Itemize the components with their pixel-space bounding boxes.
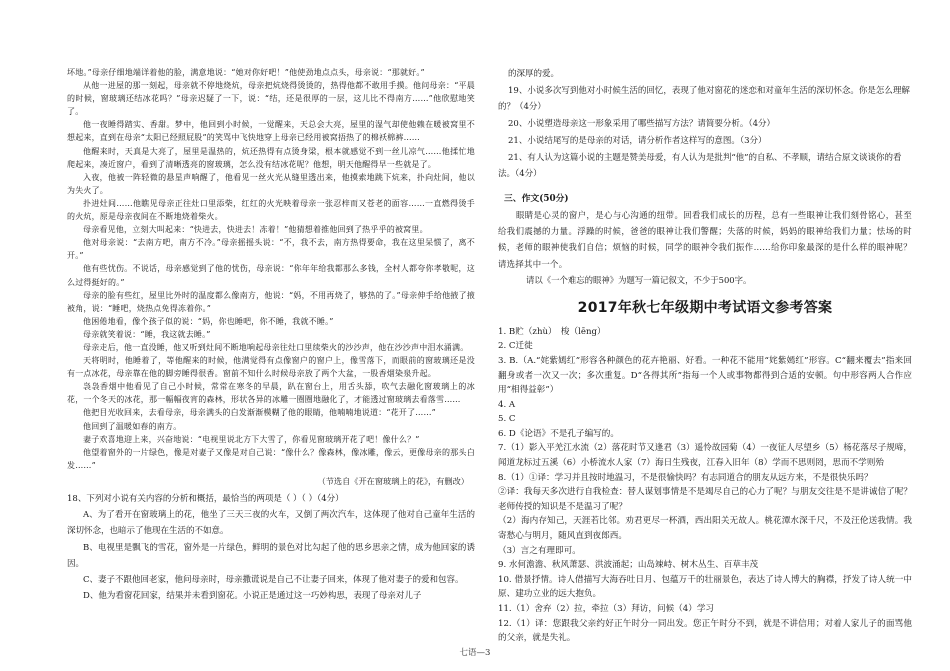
story-paragraph: 入夜，他被一阵轻微的悬星声响醒了，他看见一丝火光从缝里透出来，他摸索地跳下炕来，扑向灶间，他以为失火了。: [67, 172, 475, 195]
essay-section-title: 三、作文(50分): [504, 193, 569, 204]
answer-option: A、为了看开在窗玻璃上的花，他坐了三天三夜的火车，又倒了两次汽车，这体现了他对自己童年生活的深切怀念，也暗示了他现在生活的不如意。: [67, 509, 475, 537]
answer-key-title: 2017年秋七年级期中考试语文参考答案: [577, 299, 833, 316]
reading-questions: [498, 66, 912, 183]
story-paragraph: 他把目光收回来，去看母亲，母亲满头的白发渐渐模糊了他的眼睛，他喃喃地说道：“花开了……”: [83, 408, 436, 418]
answer-option: C、妻子不跟他回老家，他问母亲时，母亲撒谎说是自己不让妻子回来，体现了他对妻子的爱和包容。: [83, 575, 464, 586]
answer-item: 4. A: [498, 399, 516, 410]
page-footer: 七语—3: [459, 648, 491, 658]
answer-item: 1. B贮（zhù） 梭（lēng）: [498, 326, 606, 337]
question-18-options: [67, 507, 475, 605]
story-paragraph: 他困倦地看，像个孩子似的说：“妈，你也睡吧，你不睡，我就不睡。”: [83, 316, 334, 326]
story-paragraph: 母亲走后，他一直没睡，他又听到灶间不断地响起母亲往灶口里续柴火的沙沙声，他在沙沙声中泪水涌满。: [83, 342, 469, 352]
answer-item: （2）海内存知己，天涯若比邻。劝君更尽一杯酒，西出阳关无故人。桃花潭水深千尺，不及汪伦送我情。我寄愁心与明月，随风直到夜郎西。: [498, 516, 912, 542]
left-column: [67, 66, 475, 605]
answer-item: 8.（1）①译：学习并且按时地温习，不是很愉快吗？有志同道合的朋友从远方来，不是很快乐吗？: [498, 472, 873, 483]
answer-option: B、电视里是飘飞的雪花，窗外是一片绿色，鲜明的景色对比勾起了他的思乡思亲之情，成为他回家的诱因。: [67, 542, 475, 569]
essay-prompt: 请以《一个难忘的眼神》为题写一篇记叙文，不少于500字。: [526, 274, 752, 285]
story-paragraph: 他望着窗外的一片绿色，像是对妻子又像是对自己说：“像什么？像森林，像冰雕，像云，更像母亲的那头白发……”: [67, 447, 475, 470]
story-paragraph: 他有些忧伤。不说话，母亲感觉到了他的忧伤，母亲说：“你年年给我都那么多钱，全村人都夸你孝敬呢，这么过得挺好的。”: [67, 264, 475, 287]
story-paragraph: 母亲就笑着说：“睡，我这就去睡。”: [83, 329, 211, 339]
answer-item: 5. C: [498, 414, 516, 425]
answer-item: 2. C迁徙: [498, 341, 533, 352]
reading-question: 20、小说塑造母亲这一形象采用了哪些描写方法？请简要分析。（4分）: [508, 119, 775, 130]
answer-item: 6. D《论语》不是孔子编写的。: [498, 428, 619, 439]
answer-option: D、他为看窗花回家，结果并未看到窗花。小说正是通过这一巧妙构思，表现了母亲对儿子: [83, 591, 422, 602]
story-paragraph: 袅袅香烟中他看见了自己小时候，常常在寒冬的早晨，趴在窗台上，用舌头舔，吹气去融化窗玻璃上的冰花，一个冬天的冰花，那一幅幅夜宵的森林，形状各异的冰雕一圈圈地融化了，才能透过窗玻璃去看落雪……: [67, 382, 475, 405]
story-paragraph: 妻子欢喜地迎上来，兴奋地说：“电视里说北方下大雪了，你看见窗玻璃开花了吧！像什么？”: [83, 434, 420, 444]
answer-item: 10. 借景抒情。诗人借描写大海吞吐日月、包蕴万千的壮丽景色，表达了诗人博大的胸襟，抒发了诗人统一中原、建功立业的远大抱负。: [498, 574, 912, 600]
story-text: [67, 66, 475, 472]
essay-text: 眼睛是心灵的窗户，是心与心沟通的纽带。回看我们成长的历程，总有一些眼神让我们刻骨铭心，甚至给我们震撼的力量。浮躁的时候，爸爸的眼神让我们警醒；失落的时候，妈妈的眼神给我们力量；怯场的时候，老师的眼神使我们自信；烦恼的时候，同学的眼神令我们振作……给你印象最深的是什么样的眼神呢？请选择其中一个。: [498, 209, 912, 269]
answer-item: 3. B.（A.“姹紫嫣红”形容各种颜色的花卉艳丽、好看。一种花不能用“姹紫嫣红”形容。C“翻来覆去”指来回翻身或者一次又一次；多次重复。D“各得其所”指每一个人或事物都得到合适的安顿。句中形容两人合作应用“相得益彰”）: [498, 355, 912, 396]
story-paragraph: 从他一进屋的那一刻起，母亲就不停地烧炕，母亲把炕烧得烫烫的，热得他都不敢用手摸。他问母亲：“平晨的时候，窗玻璃还结冰花吗？”母亲迟疑了一下，说：“结，还是很厚的一层，这儿比不得南方……”他欣慰地笑了。: [67, 81, 475, 117]
story-paragraph: 天将明时，他睡着了，等他醒来的时候，他满觉得有点像窗户的窗户上，像雪落下，而眼前的窗玻璃还是没有一点冰花，母亲靠在他的脚旁睡得很香。窗前不知什么时候母亲放了两个大盆，一股香烟染泉升起。: [67, 356, 475, 379]
story-paragraph: 扑进灶间……他瞧见母亲正往灶口里添柴，红红的火光映着母亲一张忍梓而又苍老的面容……一直燃得烫手的火炕，原是母亲夜间在不断地烧着柴火。: [67, 198, 475, 222]
question-18: 18、下列对小说有关内容的分析和概括，最恰当的两项是（ ）（ ）（4分）: [67, 493, 344, 504]
story-source: （节选自《开在窗玻璃上的花》，有删改）: [317, 475, 469, 486]
reading-question: 的深厚的爱。: [508, 69, 560, 79]
story-paragraph: 母亲看见他，立刻大叫起来：“快进去，快进去！冻着！”他猜想着推他回到了热乎乎的被窝里。: [83, 225, 428, 235]
answer-item: ②译：我每天多次进行自我检查：替人谋划事情是不是竭尽自己的心力了呢？与朋友交往是不是讲诚信了呢？老师传授的知识是不是温习了呢？: [498, 487, 912, 512]
answer-key: [498, 325, 912, 646]
answer-item: 12.（1）译：您跟我父亲约好正午时分一同出发。您正午时分不到，就是不讲信用；对着人家儿子的面骂他的父亲，就是失礼。: [498, 618, 912, 644]
answer-item: （3）言之有理即可。: [498, 545, 581, 556]
story-paragraph: 他对母亲说：“去南方吧，南方不冷。”母亲摇摇头说：“不，我不去，南方热得要命，我在这里呆惯了，离不开。”: [67, 238, 475, 261]
reading-question: 21、小说结尾写的是母亲的对话，请分析作者这样写的意图。（3分）: [508, 135, 767, 146]
story-paragraph: 他一夜睡得踏实、香甜。梦中，他回到小时候，一觉醒来，天总会大亮，屋里的湿气却使他赖在暖被窝里不想起来，直到在母亲“太阳已经照屁股”的笑骂中飞快地穿上母亲已经用被窝捂热了的棉袄棉裤……: [67, 120, 475, 143]
story-paragraph: 他回到了温暖如春的南方。: [83, 421, 182, 431]
answer-item: 7.（1）影入平羌江水流（2）落花时节又逢君（3）遥怜故园菊（4）一夜征人尽望乡（5）杨花落尽子规啼，闻道龙标过五溪（6）小桥流水人家（7）海日生残夜，江春入旧年（8）学而不思则罔，思而不学则殆: [498, 443, 912, 469]
answer-item: 9. 水何澹澹、秋风萧瑟、洪波涌起；山岛竦峙、树木丛生、百草丰茂: [498, 560, 759, 571]
essay-instructions: [498, 207, 912, 272]
right-column: [498, 66, 912, 646]
answer-item: 11.（1）舍弃（2）拉，牵拉（3）拜访，问候（4）学习: [498, 604, 715, 615]
story-paragraph: 坏地。”母亲仔细地端详着他的脸，满意地说：“她对你好吧！”他使劲地点点头，母亲说：“那就好。”: [67, 68, 425, 77]
reading-question: 19、小说多次写到他对小时候生活的回忆，表现了他对窗花的迷恋和对童年生活的深切怀念。你是怎么理解的？（4分）: [498, 85, 910, 113]
story-paragraph: 他醒来时，天真是大亮了，屋里是温热的，炕还热得有点烫身梁，根本就感觉不到一丝儿凉气……他揉忙地爬起来，凑近窗户，看到了清晰透亮的窗玻璃，怎么没有结冰花呢？他想，明天他醒得早一些就是了。: [67, 146, 475, 169]
reading-question: 21、有人认为这篇小说的主题是赞美母爱，有人认为是批判“他”的自私、不孝顺，请结合原文谈谈你的看法。（4分）: [498, 152, 902, 180]
story-paragraph: 母亲的脸有些红，屋里比外时的温度都么像南方，他说：“妈，不用再烧了，够热的了。”母亲伸手给他掖了掖被角，说：“睡吧，烧热点免得冻着你。”: [67, 290, 475, 313]
